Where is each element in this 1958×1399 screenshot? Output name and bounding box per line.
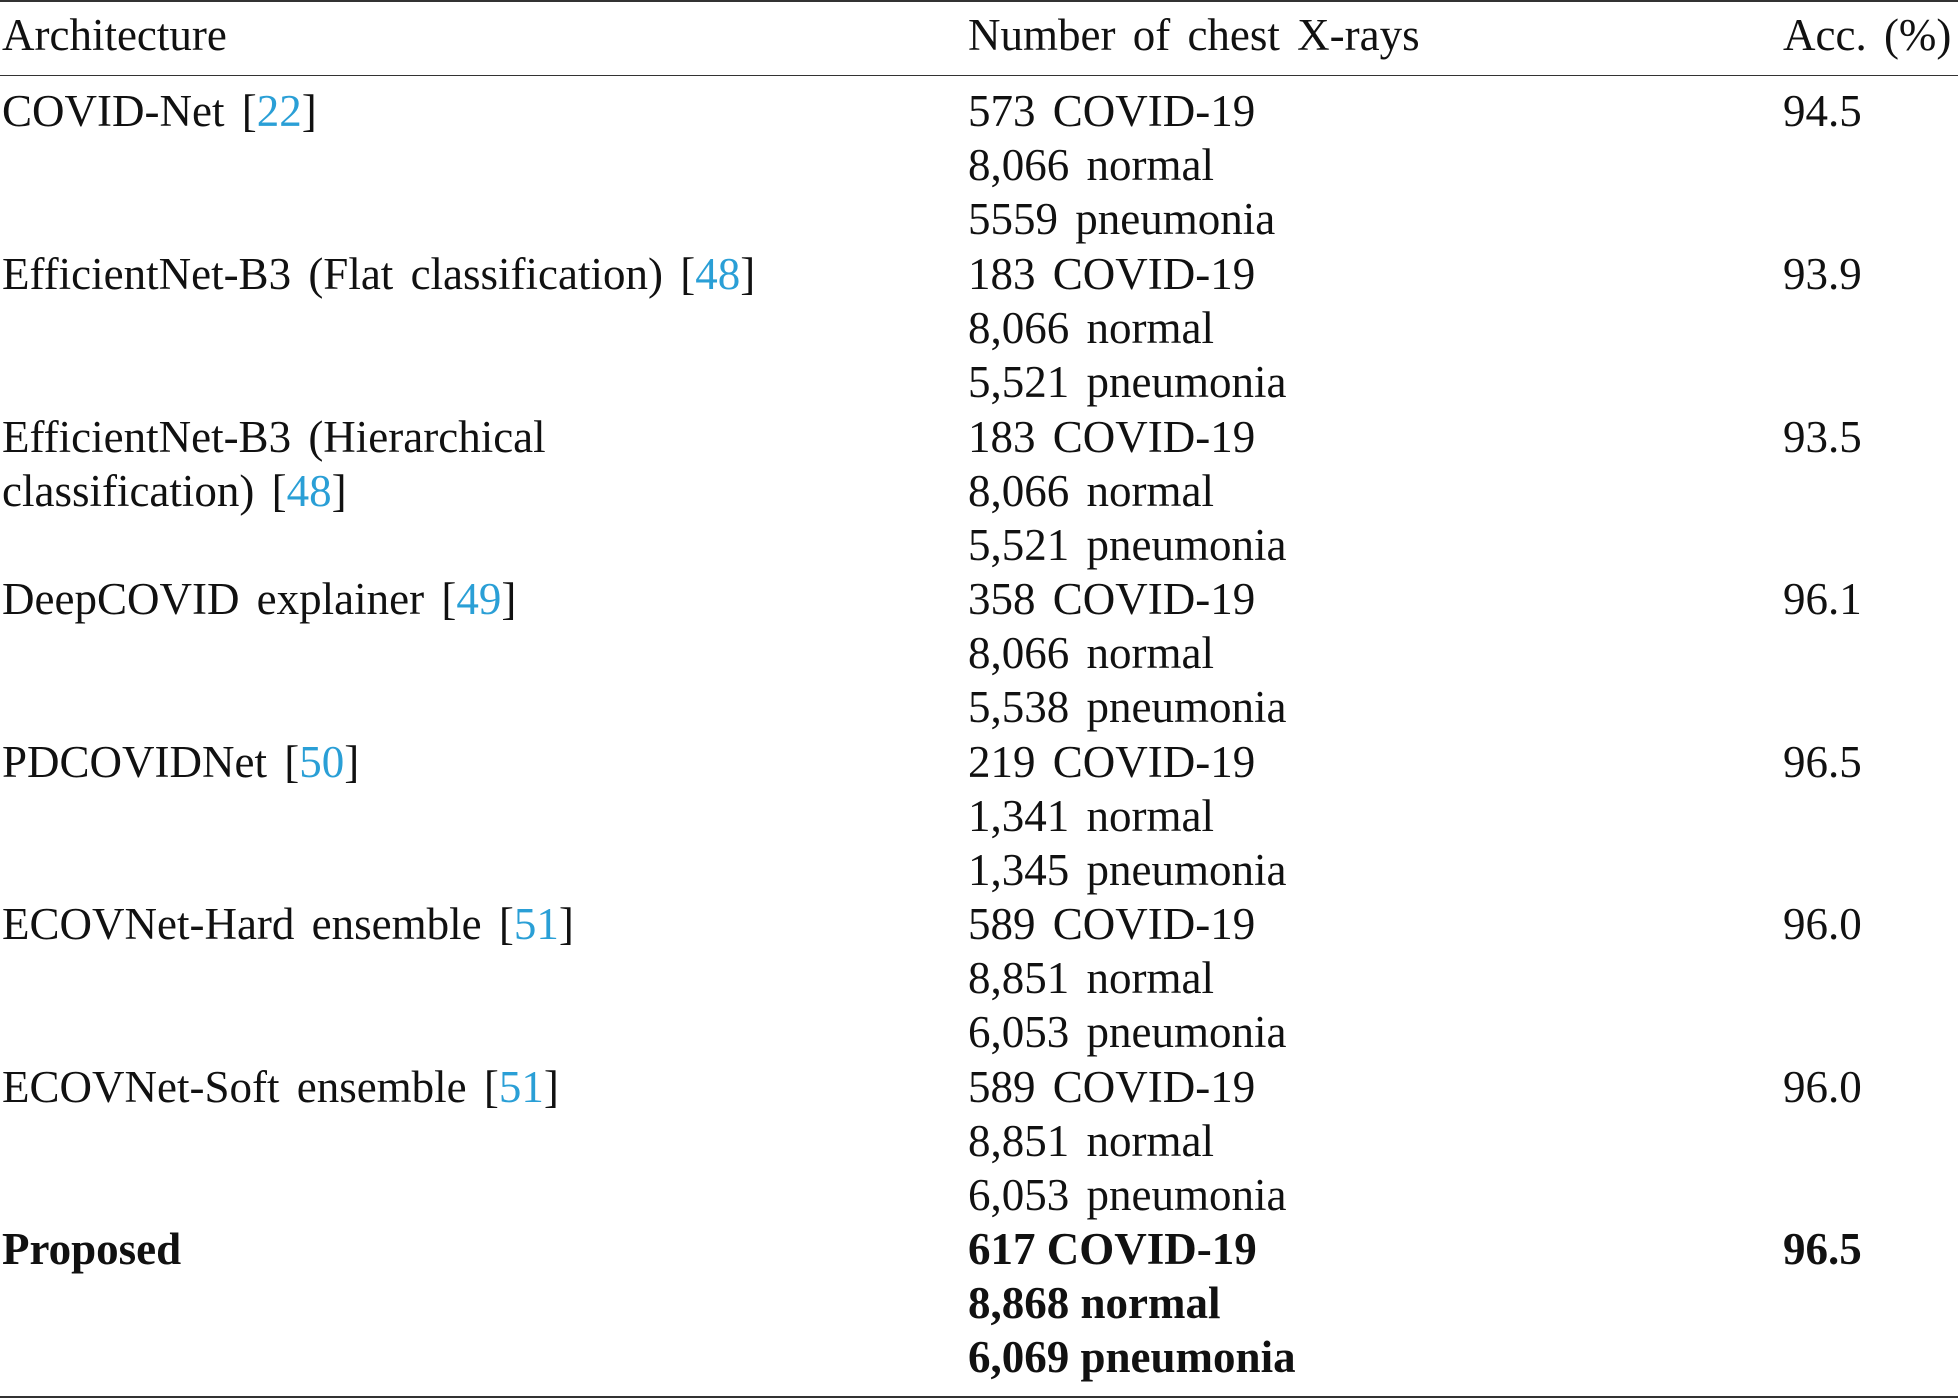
reference-bracket: ]: [740, 249, 756, 299]
reference-bracket: ]: [331, 466, 347, 516]
xray-counts-cell: [968, 1060, 1286, 1222]
architecture-name: ECOVNet-Hard ensemble [: [2, 899, 514, 949]
xray-count-line: 183 COVID-19: [968, 412, 1256, 462]
architecture-line: [2, 84, 317, 138]
architecture-line: [2, 1222, 181, 1276]
xray-count-line: 5,521 pneumonia: [968, 357, 1287, 407]
reference-link[interactable]: 48: [695, 249, 741, 299]
accuracy-cell: 96.5: [1783, 737, 1862, 787]
header-number-of-chest-xrays: Number of chest X-rays: [968, 10, 1420, 60]
reference-bracket: ]: [344, 737, 360, 787]
architecture-line: [2, 410, 546, 464]
xray-count-line: 358 COVID-19: [968, 574, 1256, 624]
reference-link[interactable]: 51: [513, 899, 559, 949]
architecture-name: EfficientNet-B3 (Flat classification) [: [2, 249, 696, 299]
xray-counts-cell: [968, 84, 1275, 246]
accuracy-cell: 96.5: [1783, 1224, 1862, 1274]
xray-count-line: 8,851 normal: [968, 1116, 1214, 1166]
table-bottom-rule: [0, 1396, 1958, 1398]
header-accuracy: Acc. (%): [1783, 10, 1952, 60]
reference-bracket: ]: [501, 574, 517, 624]
xray-count-line: 8,868 normal: [968, 1278, 1221, 1328]
accuracy-cell: 94.5: [1783, 86, 1862, 136]
architecture-cell: [2, 247, 755, 301]
xray-count-line: 5,521 pneumonia: [968, 520, 1287, 570]
xray-count-line: 8,066 normal: [968, 303, 1214, 353]
xray-count-line: 6,053 pneumonia: [968, 1007, 1287, 1057]
architecture-line: [2, 464, 546, 518]
xray-count-line: 589 COVID-19: [968, 899, 1256, 949]
architecture-line: [2, 897, 574, 951]
header-architecture: Architecture: [2, 10, 227, 60]
xray-count-line: 6,053 pneumonia: [968, 1170, 1287, 1220]
accuracy-cell: 93.9: [1783, 249, 1862, 299]
architecture-line: [2, 572, 516, 626]
xray-counts-cell: [968, 735, 1286, 897]
architecture-name: Proposed: [2, 1224, 182, 1274]
xray-count-line: 5559 pneumonia: [968, 194, 1276, 244]
architecture-name: DeepCOVID explainer [: [2, 574, 457, 624]
architecture-cell: [2, 1222, 181, 1276]
accuracy-cell: 96.1: [1783, 574, 1862, 624]
table-header-rule: [0, 75, 1958, 76]
reference-link[interactable]: 22: [256, 86, 302, 136]
xray-count-line: 8,066 normal: [968, 466, 1214, 516]
xray-count-line: 573 COVID-19: [968, 86, 1256, 136]
architecture-name: PDCOVIDNet [: [2, 737, 300, 787]
xray-count-line: 1,341 normal: [968, 791, 1214, 841]
architecture-name: classification) [: [2, 466, 287, 516]
xray-counts-cell: [968, 897, 1286, 1059]
architecture-cell: [2, 410, 546, 518]
xray-count-line: 183 COVID-19: [968, 249, 1256, 299]
reference-bracket: ]: [543, 1062, 559, 1112]
architecture-line: [2, 1060, 559, 1114]
architecture-cell: [2, 572, 516, 626]
accuracy-cell: 96.0: [1783, 899, 1862, 949]
architecture-cell: [2, 897, 574, 951]
xray-count-line: 8,066 normal: [968, 628, 1214, 678]
reference-link[interactable]: 49: [456, 574, 502, 624]
architecture-cell: [2, 84, 317, 138]
reference-bracket: ]: [558, 899, 574, 949]
xray-count-line: 219 COVID-19: [968, 737, 1256, 787]
xray-counts-cell: [968, 410, 1286, 572]
reference-link[interactable]: 51: [498, 1062, 544, 1112]
reference-link[interactable]: 50: [299, 737, 345, 787]
xray-counts-cell: [968, 247, 1286, 409]
reference-bracket: ]: [301, 86, 317, 136]
accuracy-cell: 93.5: [1783, 412, 1862, 462]
architecture-line: [2, 247, 755, 301]
architecture-line: [2, 735, 359, 789]
xray-count-line: 8,066 normal: [968, 140, 1214, 190]
table-top-rule: [0, 0, 1958, 2]
xray-count-line: 8,851 normal: [968, 953, 1214, 1003]
architecture-name: COVID-Net [: [2, 86, 257, 136]
xray-count-line: 1,345 pneumonia: [968, 845, 1287, 895]
xray-count-line: 617 COVID-19: [968, 1224, 1257, 1274]
xray-count-line: 5,538 pneumonia: [968, 682, 1287, 732]
reference-link[interactable]: 48: [286, 466, 332, 516]
xray-counts-cell: [968, 1222, 1296, 1384]
architecture-name: EfficientNet-B3 (Hierarchical: [2, 412, 546, 462]
xray-count-line: 6,069 pneumonia: [968, 1332, 1296, 1382]
architecture-cell: [2, 1060, 559, 1114]
xray-counts-cell: [968, 572, 1286, 734]
accuracy-cell: 96.0: [1783, 1062, 1862, 1112]
xray-count-line: 589 COVID-19: [968, 1062, 1256, 1112]
architecture-name: ECOVNet-Soft ensemble [: [2, 1062, 499, 1112]
architecture-cell: [2, 735, 359, 789]
